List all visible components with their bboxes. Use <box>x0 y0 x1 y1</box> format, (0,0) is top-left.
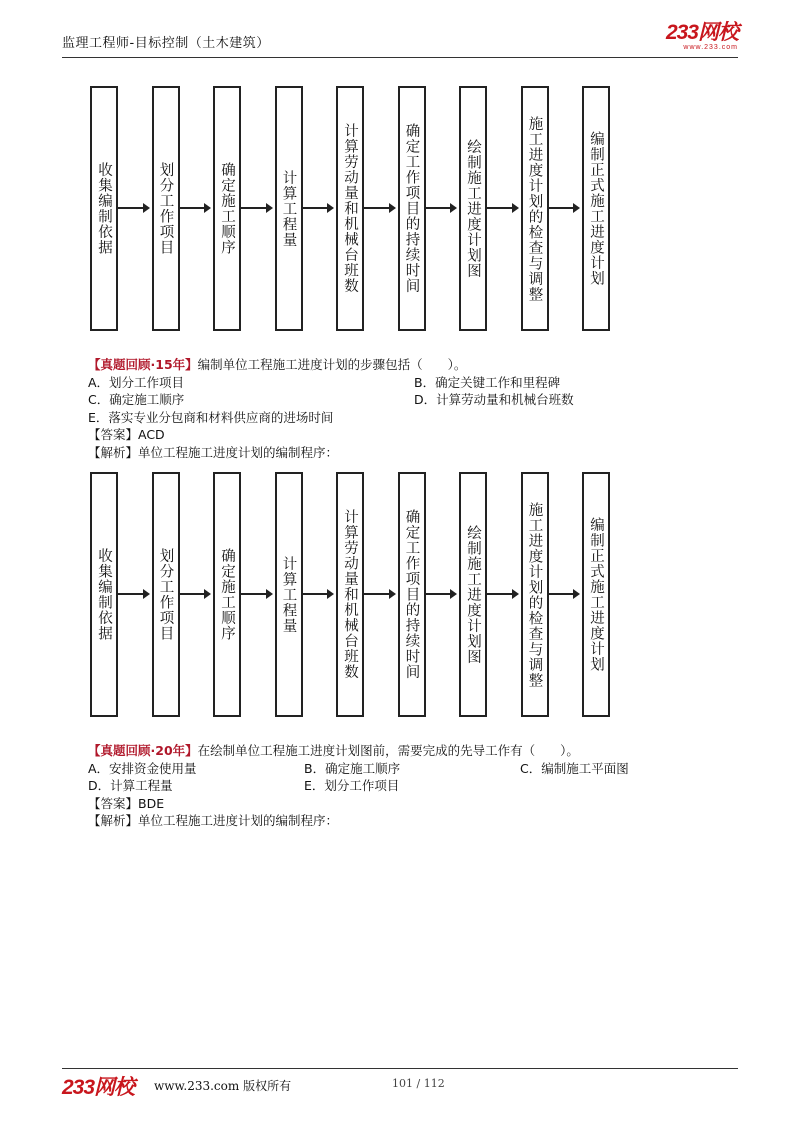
flow-step-6 <box>398 472 426 717</box>
flow-step-9 <box>582 472 610 717</box>
option-c: C．确定施工顺序 <box>88 392 185 407</box>
flow-step-4 <box>275 472 303 717</box>
flow-step-1 <box>90 472 118 717</box>
flow-step-label: 施工进度计划的检查与调整 <box>526 115 543 302</box>
footer-copyright: www.233.com 版权所有 <box>154 1079 292 1093</box>
option-d: D．计算劳动量和机械台班数 <box>414 392 574 407</box>
flow-step-label: 编制正式施工进度计划 <box>588 131 604 286</box>
flow-step-1 <box>90 86 118 331</box>
option-d: D．计算工程量 <box>88 778 173 793</box>
question-stem: 在绘制单位工程施工进度计划图前，需要完成的先导工作有（ ）。 <box>197 743 579 758</box>
flow-step-label: 确定工作项目的持续时间 <box>403 509 420 680</box>
flow-step-label: 施工进度计划的检查与调整 <box>526 501 543 688</box>
question-tag: 【真题回顾·15年】 <box>88 357 198 372</box>
logo-url: www.233.com <box>683 44 738 51</box>
flow-step-label: 确定工作项目的持续时间 <box>403 123 420 294</box>
arrow-right-icon <box>364 593 394 595</box>
option-b: B．确定关键工作和里程碑 <box>414 374 561 390</box>
flow-step-label: 确定施工顺序 <box>219 548 235 641</box>
option-row <box>88 777 738 795</box>
page-footer <box>62 1068 738 1098</box>
flow-step-5 <box>336 86 364 331</box>
answer: 【答案】BDE <box>88 795 165 811</box>
flow-step-7 <box>459 86 487 331</box>
arrow-right-icon <box>180 593 210 595</box>
flow-step-label: 计算劳动量和机械台班数 <box>342 123 358 294</box>
flow-step-3 <box>213 472 241 717</box>
arrow-right-icon <box>487 207 517 209</box>
option-row <box>88 760 738 778</box>
flow-step-4 <box>275 86 303 331</box>
page-number: 101 / 112 <box>392 1077 445 1090</box>
option-a: A．划分工作项目 <box>88 374 185 390</box>
arrow-right-icon <box>241 593 271 595</box>
flow-step-label: 计算工程量 <box>280 169 297 248</box>
flow-step-label: 绘制施工进度计划图 <box>465 138 481 279</box>
option-b: B．确定施工顺序 <box>304 760 401 776</box>
arrow-right-icon <box>303 593 333 595</box>
question-tag: 【真题回顾·20年】 <box>88 743 198 758</box>
flow-step-6 <box>398 86 426 331</box>
flow-step-label: 绘制施工进度计划图 <box>465 524 481 665</box>
brand-logo <box>666 22 738 52</box>
flow-step-label: 计算工程量 <box>280 555 297 634</box>
arrow-right-icon <box>180 207 210 209</box>
logo-text: 233网校 <box>665 21 738 44</box>
page-header <box>62 22 738 58</box>
flow-step-label: 收集编制依据 <box>96 548 112 641</box>
flow-step-label: 编制正式施工进度计划 <box>588 517 604 672</box>
option-c: C．编制施工平面图 <box>520 760 629 776</box>
arrow-right-icon <box>426 207 456 209</box>
flowchart-top <box>90 86 610 336</box>
arrow-right-icon <box>303 207 333 209</box>
flow-step-5 <box>336 472 364 717</box>
document-title: 监理工程师-目标控制（土木建筑） <box>62 36 270 51</box>
flow-step-label: 划分工作项目 <box>157 162 174 255</box>
flow-step-label: 收集编制依据 <box>96 162 112 255</box>
answer: 【答案】ACD <box>88 427 165 442</box>
flow-step-2 <box>152 86 180 331</box>
analysis: 【解析】单位工程施工进度计划的编制程序： <box>88 813 339 828</box>
flow-step-8 <box>521 472 549 717</box>
arrow-right-icon <box>118 207 148 209</box>
option-a: A．安排资金使用量 <box>88 760 197 776</box>
flow-step-8 <box>521 86 549 331</box>
flow-step-2 <box>152 472 180 717</box>
option-e: E．划分工作项目 <box>304 778 400 793</box>
arrow-right-icon <box>549 207 579 209</box>
arrow-right-icon <box>241 207 271 209</box>
question-stem-line <box>88 742 738 760</box>
arrow-right-icon <box>364 207 394 209</box>
question-stem-line <box>88 356 738 374</box>
footer-logo: 233网校 <box>62 1076 135 1099</box>
arrow-right-icon <box>118 593 148 595</box>
flow-step-3 <box>213 86 241 331</box>
flowchart-bottom <box>90 472 610 722</box>
analysis: 【解析】单位工程施工进度计划的编制程序： <box>88 444 339 460</box>
option-row <box>88 374 738 392</box>
question-stem: 编制单位工程施工进度计划的步骤包括（ ）。 <box>197 357 467 372</box>
question-15 <box>88 356 738 461</box>
flow-step-label: 确定施工顺序 <box>219 162 235 255</box>
option-row <box>88 391 738 409</box>
arrow-right-icon <box>487 593 517 595</box>
flow-step-9 <box>582 86 610 331</box>
flow-step-7 <box>459 472 487 717</box>
arrow-right-icon <box>426 593 456 595</box>
arrow-right-icon <box>549 593 579 595</box>
flow-step-label: 计算劳动量和机械台班数 <box>342 509 358 680</box>
flow-step-label: 划分工作项目 <box>157 548 174 641</box>
question-20 <box>88 742 738 830</box>
option-e: E．落实专业分包商和材料供应商的进场时间 <box>88 409 334 425</box>
